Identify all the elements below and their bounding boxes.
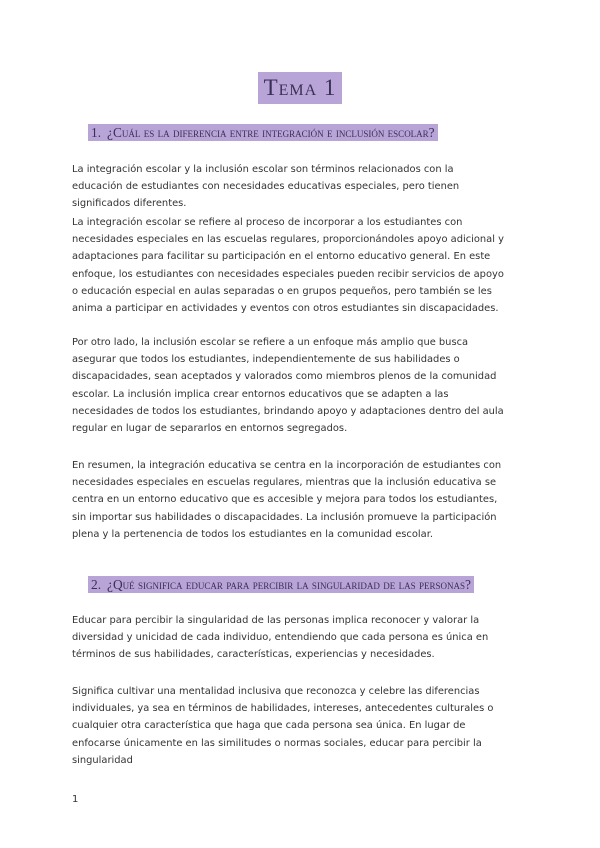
section-1-heading: [88, 122, 508, 144]
section-2-paragraph-2: Significa cultivar una mentalidad inclusiva que reconozca y celebre las diferencias individuales, ya sea en términos de habilidades, intereses, antecedentes culturales o cualquier otra característica que haga que cada persona sea única. En lugar de enfocarse únicamente en las similitudes o normas sociales, educar para percibir la singularidad: [72, 686, 494, 766]
section-1-number: 1.: [91, 125, 102, 140]
page-number: 1: [72, 794, 79, 805]
section-2-paragraph-1: Educar para percibir la singularidad de las personas implica reconocer y valorar la diversidad y unicidad de cada individuo, entendiendo que cada persona es única en términos de sus habilidades, características, experiencias y necesidades.: [72, 615, 489, 661]
section-1-paragraph-3: Por otro lado, la inclusión escolar se refiere a un enfoque más amplio que busca asegurar que todos los estudiantes, independientemente de sus habilidades o discapacidades, sean aceptados y valorados como miembros plenos de la comunidad escolar. La inclusión implica crear entornos educativos que se adapten a las necesidades de todos los estudiantes, brindando apoyo y adaptaciones dentro del aula regular en lugar de separarlos en entornos segregados.: [72, 337, 504, 435]
section-1-paragraph-1: La integración escolar y la inclusión escolar son términos relacionados con la educación de estudiantes con necesidades educativas especiales, pero tienen significados diferentes.: [72, 164, 460, 210]
section-2-number: 2.: [91, 577, 102, 592]
section-2-heading: [88, 574, 508, 596]
title-container: [0, 72, 600, 104]
section-1-paragraph-4: En resumen, la integración educativa se centra en la incorporación de estudiantes con necesidades especiales en escuelas regulares, mientras que la inclusión educativa se centra en un entorno educativo que es accesible y mejora para todos los estudiantes, sin importar sus habilidades o discapacidades. La inclusión promueve la participación plena y la pertenencia de todos los estudiantes en la comunidad escolar.: [72, 460, 502, 540]
section-1-heading-highlight: [88, 124, 438, 141]
section-2-heading-highlight: [88, 576, 474, 593]
document-title: Tema 1: [258, 72, 343, 104]
section-1-paragraph-2: La integración escolar se refiere al proceso de incorporar a los estudiantes con necesidades especiales en las escuelas regulares, proporcionándoles apoyo adicional y adaptaciones para facilitar su participación en el entorno educativo general. En este enfoque, los estudiantes con necesidades especiales pueden recibir servicios de apoyo o educación especial en aulas separadas o en grupos pequeños, pero también se les anima a participar en actividades y eventos con otros estudiantes sin discapacidades.: [72, 217, 504, 315]
section-1-heading-text: ¿Cuál es la diferencia entre integración e inclusión escolar?: [107, 125, 435, 140]
section-2-heading-text: ¿Qué significa educar para percibir la singularidad de las personas?: [107, 577, 471, 592]
